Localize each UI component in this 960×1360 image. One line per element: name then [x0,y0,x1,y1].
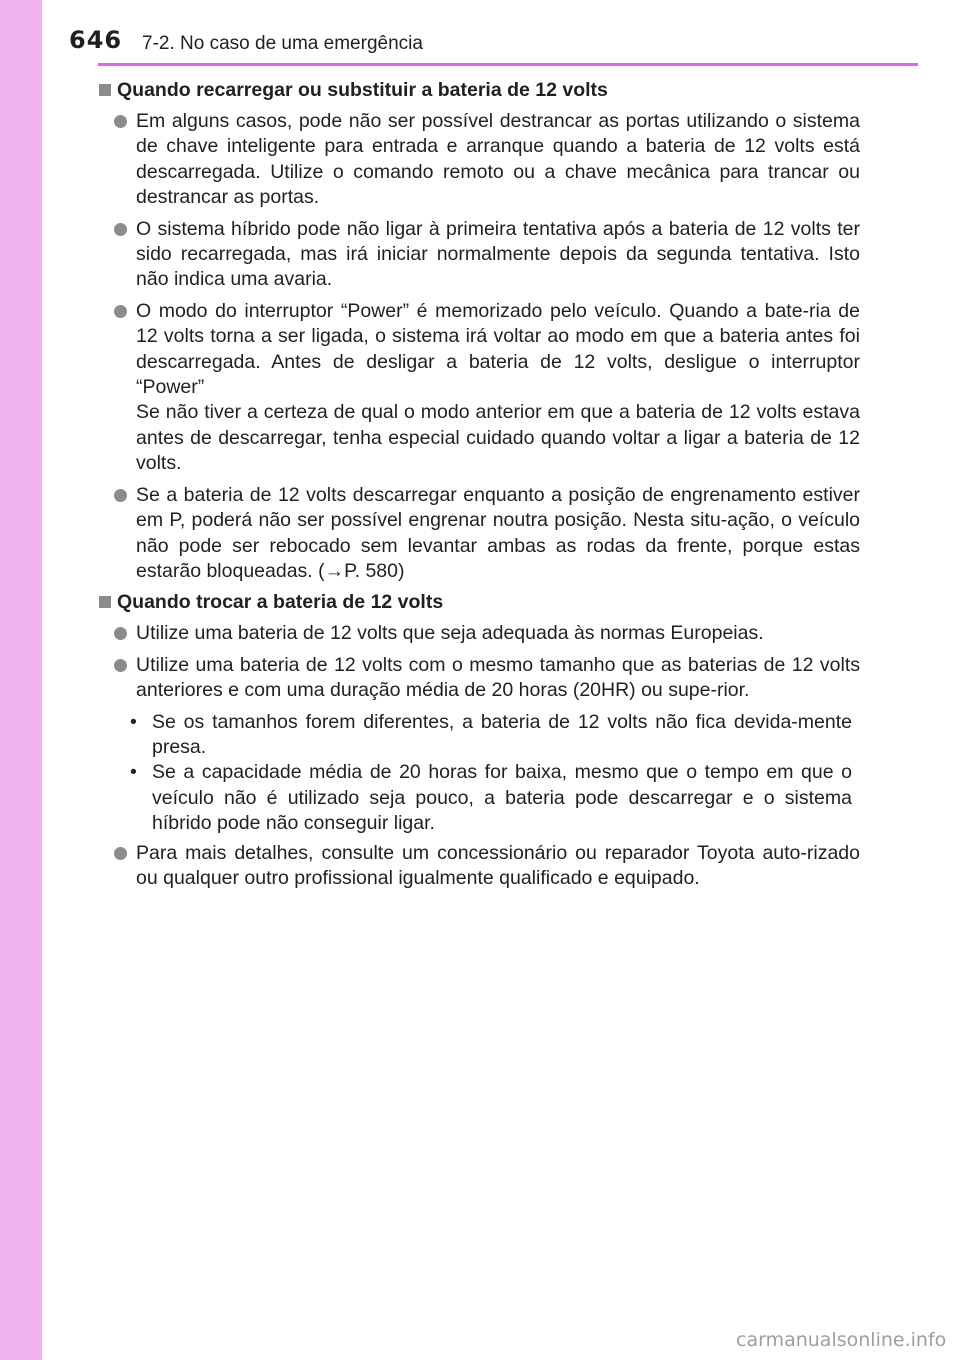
list-item [98,841,860,892]
list-item-text: Se a bateria de 12 volts descarregar enquanto a posição de engrenamento estiver em P, poderá não ser possível engrenar noutra posição. Nesta situ-ação, o veículo não pode ser rebocado sem levantar ambas as rodas da frente, porque estas estarão bloqueadas. (→P. 580) [136,483,860,582]
round-bullet-icon [114,489,127,502]
dot-bullet-icon: • [130,710,137,733]
site-watermark: carmanualsonline.info [736,1329,947,1351]
section-heading-text: Quando trocar a bateria de 12 volts [117,591,444,614]
list-item [98,217,860,293]
sub-list-item-text: Se os tamanhos forem diferentes, a bateria de 12 volts não fica devida-mente presa. [152,710,852,758]
square-bullet-icon [99,596,111,608]
section-heading [98,590,860,615]
dot-bullet-icon: • [130,761,137,784]
list-item [98,653,860,704]
list-item-text: Utilize uma bateria de 12 volts que seja adequada às normas Europeias. [136,622,764,645]
round-bullet-icon [114,305,127,318]
round-bullet-icon [114,223,127,236]
sub-list [98,710,860,837]
sub-list-item [98,760,852,836]
page-content [98,78,860,897]
list-item-text: O modo do interruptor “Power” é memorizado pelo veículo. Quando a bate-ria de 12 volts torna a ser ligada, o sistema irá voltar ao modo em que a bateria antes foi descarregada. Antes de desligar a bateria de 12 volts, desligue o interruptor “Power” [136,299,860,399]
list-item-continuation: Se não tiver a certeza de qual o modo anterior em que a bateria de 12 volts estava antes de descarregar, tenha especial cuidado quando voltar a ligar a bateria de 12 volts. [136,401,860,475]
page-number: 646 [69,26,123,54]
list-item-text: Para mais detalhes, consulte um concessionário ou reparador Toyota auto-rizado ou qualquer outro profissional igualmente qualificado e equipado. [136,841,860,889]
list-item [98,299,860,477]
sub-list-item-text: Se a capacidade média de 20 horas for baixa, mesmo que o tempo em que o veículo não é utilizado seja pouco, a bateria pode descarregar e o sistema híbrido pode não conseguir ligar. [152,761,852,835]
round-bullet-icon [114,659,127,672]
square-bullet-icon [99,84,111,96]
page-header [42,0,960,66]
section-heading [98,78,860,103]
list-item-text: Em alguns casos, pode não ser possível destrancar as portas utilizando o sistema de chave inteligente para entrada e arranque quando a bateria de 12 volts está descarregada. Utilize o comando remoto ou a chave mecânica para trancar ou destrancar as portas. [136,110,860,209]
sub-list-item [98,710,852,761]
list-item-text: Utilize uma bateria de 12 volts com o mesmo tamanho que as baterias de 12 volts anteriores e com uma duração média de 20 horas (20HR) ou supe-rior. [136,653,860,702]
section-heading-text: Quando recarregar ou substituir a bateria de 12 volts [117,79,608,101]
header-divider [98,63,918,66]
round-bullet-icon [114,627,127,640]
list-item [98,109,860,211]
section-title: 7-2. No caso de uma emergência [142,33,423,54]
list-item-text: O sistema híbrido pode não ligar à primeira tentativa após a bateria de 12 volts ter sido recarregada, mas irá iniciar normalmente depois da segunda tentativa. Isto não indica uma avaria. [136,217,860,291]
list-item [98,483,860,585]
chapter-sidebar-tab [0,0,42,1360]
round-bullet-icon [114,115,127,128]
list-item [98,621,860,646]
round-bullet-icon [114,847,127,860]
